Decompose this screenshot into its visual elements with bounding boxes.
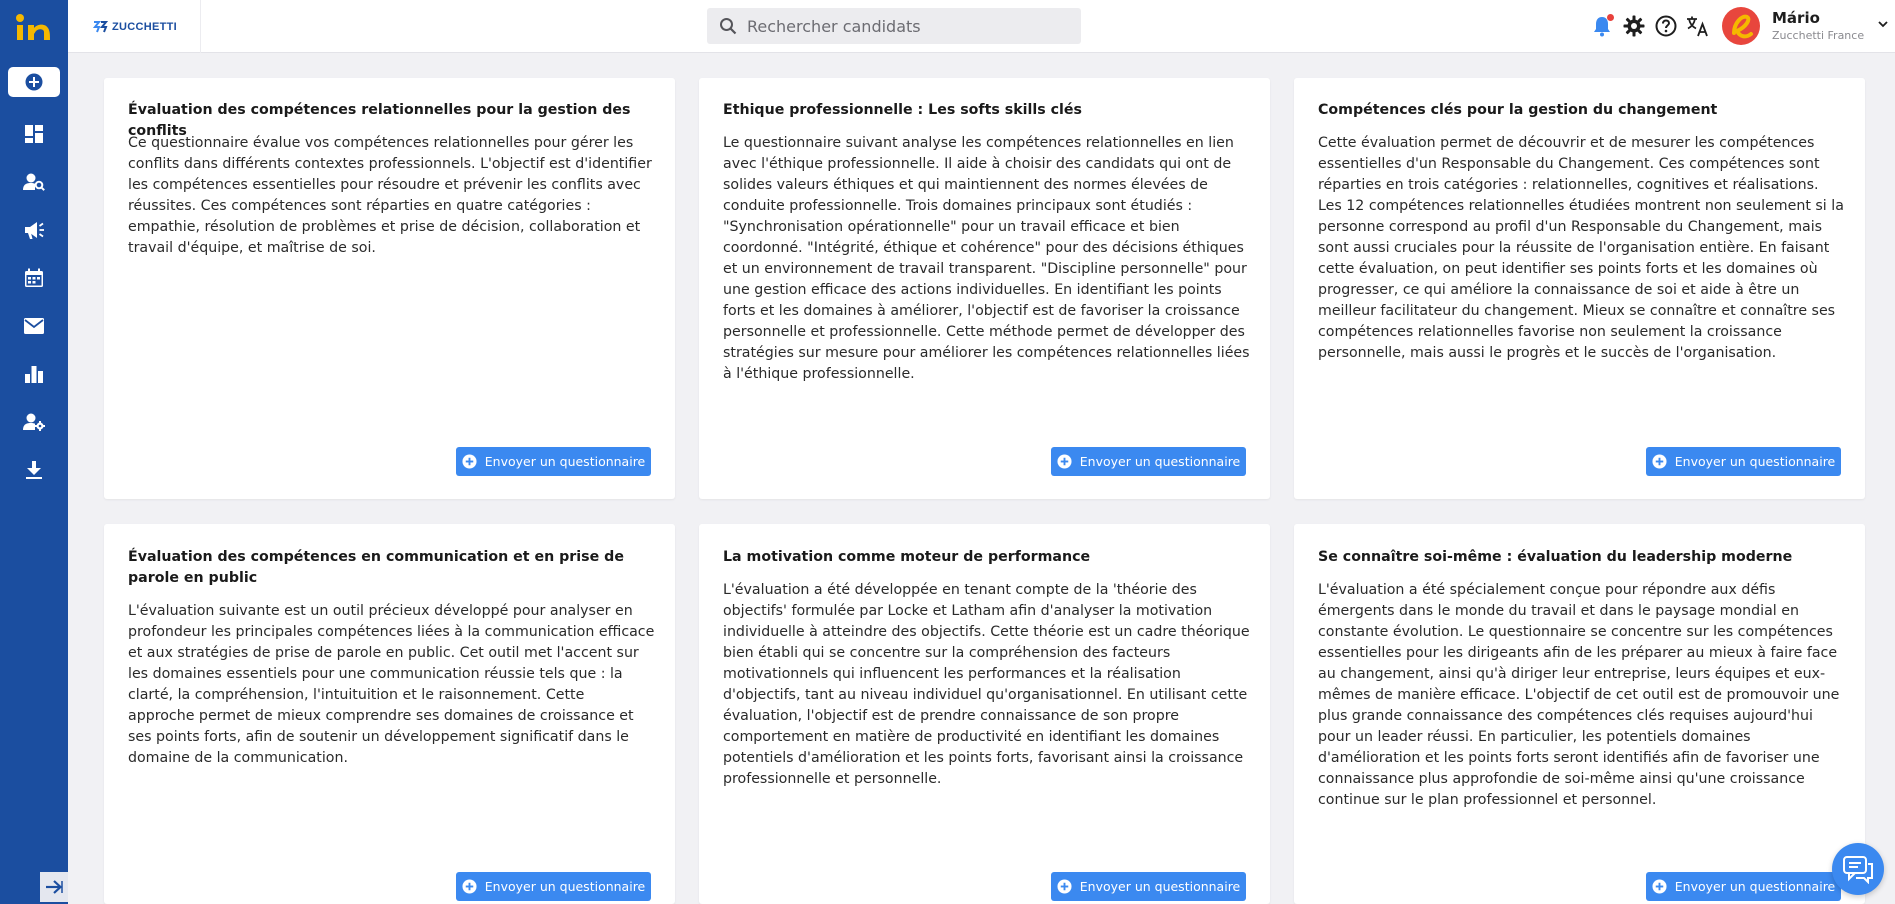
chat-icon: [1842, 854, 1874, 884]
card-description: Le questionnaire suivant analyse les compétences relationnelles en lien avec l'éthique professionnelle. Il aide à choisir des candidats qui ont de solides valeurs éthiques et qui maintiennent des normes élevées de conduite professionnelle. Trois domaines principaux sont étudiés : "Synchronisation opérationnelle" pour un travail efficace et bien coordonné. "Intégrité, éthique et cohérence" pour des décisions éthiques et un environnement de travail transparent. "Discipline personnelle" pour une gestion efficace des actions individuelles. En identifiant les points forts et les domaines à améliorer, l'objectif est de favoriser la croissance personnelle et professionnelle. Cette méthode permet de développer des stratégies sur mesure pour améliorer les compétences relationnelles liées à l'éthique professionnelle.: [723, 135, 1250, 382]
card-title: Compétences clés pour la gestion du changement: [1318, 102, 1718, 118]
help-button[interactable]: [1653, 13, 1679, 39]
download-icon: [25, 460, 43, 480]
sidebar: [0, 0, 68, 904]
card-description: L'évaluation a été spécialement conçue pour répondre aux défis émergents dans le monde du travail et dans le paysage mondial en constante évolution. Le questionnaire se concentre sur les compétences essentielles pour les dirigeants afin de les préparer au mieux à faire face au changement, ainsi qu'à diriger leur entreprise, leurs équipes et eux-mêmes de manière efficace. L'objectif de cet outil est de promouvoir une plus grande connaissance des compétences clés requises aujourd'hui pour un leader réussi. En particulier, les potentiels domaines d'amélioration et les points forts seront identifiés afin de favoriser une connaissance plus approfondie de soi-même ainsi qu'une croissance continue sur le plan professionnel et personnel.: [1318, 582, 1840, 808]
questionnaire-card: [1294, 524, 1865, 904]
candidate-search-box[interactable]: [707, 8, 1081, 44]
card-title: La motivation comme moteur de performance: [723, 549, 1091, 565]
questionnaire-card: [699, 524, 1270, 904]
button-label: Envoyer un questionnaire: [1079, 454, 1241, 469]
questionnaire-card: [1294, 78, 1865, 499]
button-label: Envoyer un questionnaire: [484, 879, 646, 894]
user-name[interactable]: Mário: [1772, 9, 1820, 27]
sidebar-item-statistics[interactable]: [14, 354, 54, 394]
plus-circle-icon: [1057, 879, 1072, 894]
add-button[interactable]: [8, 67, 60, 97]
send-questionnaire-button[interactable]: [456, 447, 651, 476]
brand-name: ZUCCHETTI: [112, 20, 178, 33]
button-label: Envoyer un questionnaire: [484, 454, 646, 469]
candidate-search-icon: [23, 172, 45, 192]
avatar-logo-icon: [1722, 7, 1760, 45]
campaign-icon: [23, 220, 45, 240]
notifications-button[interactable]: [1589, 13, 1615, 39]
gear-icon: [1623, 15, 1645, 37]
card-description: L'évaluation a été développée en tenant compte de la 'théorie des objectifs' formulée par Locke et Latham afin d'analyser la motivation individuelle à atteindre des objectifs. Cette théorie est un cadre théorique bien établi qui se concentre sur la compréhension des facteurs motivationnels qui influencent les performances et la réalisation d'objectifs, tant au niveau individuel qu'organisationnel. En utilisant cette évaluation, l'objectif est de prendre connaissance de son propre comportement en matière de productivité en identifiant les domaines potentiels d'amélioration et les points forts, favorisant ainsi la croissance professionnelle et personnelle.: [723, 582, 1250, 787]
card-description: L'évaluation suivante est un outil précieux développé pour analyser en profondeur les principales compétences liées à la communication efficace et aux stratégies de prise de parole en public. Cet outil met l'accent sur les domaines essentiels pour une communication réussie tels que : la clarté, la compréhension, l'intuituition et le raisonnement. Cette approche permet de mieux comprendre ses domaines de croissance et ses points forts, afin de soutenir un développement significatif dans le domaine de la communication.: [128, 603, 655, 766]
button-label: Envoyer un questionnaire: [1674, 879, 1836, 894]
search-icon: [719, 17, 737, 35]
settings-button[interactable]: [1621, 13, 1647, 39]
send-questionnaire-button[interactable]: [1051, 447, 1246, 476]
plus-circle-icon: [462, 454, 477, 469]
send-questionnaire-button[interactable]: [1646, 872, 1841, 901]
brand-logo[interactable]: [68, 0, 201, 53]
plus-circle-icon: [1652, 879, 1667, 894]
chevron-down-icon[interactable]: [1876, 17, 1890, 31]
sidebar-item-candidate-search[interactable]: [14, 162, 54, 202]
plus-circle-icon: [25, 73, 43, 91]
calendar-icon: [24, 268, 44, 288]
help-icon: [1655, 15, 1677, 37]
plus-circle-icon: [462, 879, 477, 894]
mail-icon: [23, 317, 45, 335]
translate-icon: [1686, 15, 1710, 37]
dashboard-icon: [24, 124, 44, 144]
button-label: Envoyer un questionnaire: [1674, 454, 1836, 469]
notification-badge: [1607, 14, 1614, 21]
questionnaire-card: [699, 78, 1270, 499]
plus-circle-icon: [1652, 454, 1667, 469]
card-title: Évaluation des compétences en communication et en prise de parole en public: [128, 549, 624, 586]
statistics-icon: [24, 364, 44, 384]
chat-support-button[interactable]: [1832, 843, 1884, 895]
questionnaire-card: [104, 524, 675, 904]
user-company: Zucchetti France: [1772, 29, 1865, 42]
zucchetti-logo-icon: [92, 20, 108, 34]
search-input[interactable]: [747, 17, 1067, 36]
language-button[interactable]: [1685, 13, 1711, 39]
sidebar-item-calendar[interactable]: [14, 258, 54, 298]
sidebar-item-dashboard[interactable]: [14, 114, 54, 154]
send-questionnaire-button[interactable]: [456, 872, 651, 901]
sidebar-item-campaigns[interactable]: [14, 210, 54, 250]
card-description: Ce questionnaire évalue vos compétences relationnelles pour gérer les conflits dans différents contextes professionnels. L'objectif est d'identifier les compétences essentielles pour résoudre et prévenir les conflits avec réussites. Ces compétences sont réparties en quatre catégories : empathie, résolution de problèmes et prise de décision, collaboration et travail d'équipe, et maîtrise de soi.: [128, 135, 652, 256]
sidebar-item-download[interactable]: [14, 450, 54, 490]
card-title: Évaluation des compétences relationnelles pour la gestion des conflits: [128, 102, 631, 139]
send-questionnaire-button[interactable]: [1051, 872, 1246, 901]
send-questionnaire-button[interactable]: [1646, 447, 1841, 476]
card-title: Se connaître soi-même : évaluation du leadership moderne: [1318, 549, 1793, 565]
questionnaire-card: [104, 78, 675, 499]
expand-sidebar-button[interactable]: [40, 872, 68, 902]
card-title: Ethique professionnelle : Les softs skills clés: [723, 102, 1082, 118]
app-logo[interactable]: [13, 10, 55, 46]
user-avatar[interactable]: [1722, 7, 1760, 45]
top-bar: [68, 0, 1895, 53]
user-settings-icon: [23, 412, 45, 432]
button-label: Envoyer un questionnaire: [1079, 879, 1241, 894]
sidebar-item-messages[interactable]: [14, 306, 54, 346]
card-description: Cette évaluation permet de découvrir et de mesurer les compétences essentielles d'un Responsable du Changement. Ces compétences sont réparties en trois catégories : relationnelles, cognitives et réalisations. Les 12 compétences relationnelles étudiées montrent non seulement si la personne correspond au profil d'un Responsable du Changement, mais sont aussi cruciales pour la réussite de l'organisation entière. En faisant cette évaluation, on peut identifier ses points forts et les domaines où progresser, ce qui améliore la connaissance de soi et aide à être un meilleur facilitateur du changement. Mieux se connaître et connaître ses compétences relationnelles favorise non seulement la croissance personnelle, mais aussi le progrès et le succès de l'organisation.: [1318, 135, 1844, 361]
sidebar-item-user-settings[interactable]: [14, 402, 54, 442]
arrow-right-icon: [45, 880, 63, 894]
plus-circle-icon: [1057, 454, 1072, 469]
